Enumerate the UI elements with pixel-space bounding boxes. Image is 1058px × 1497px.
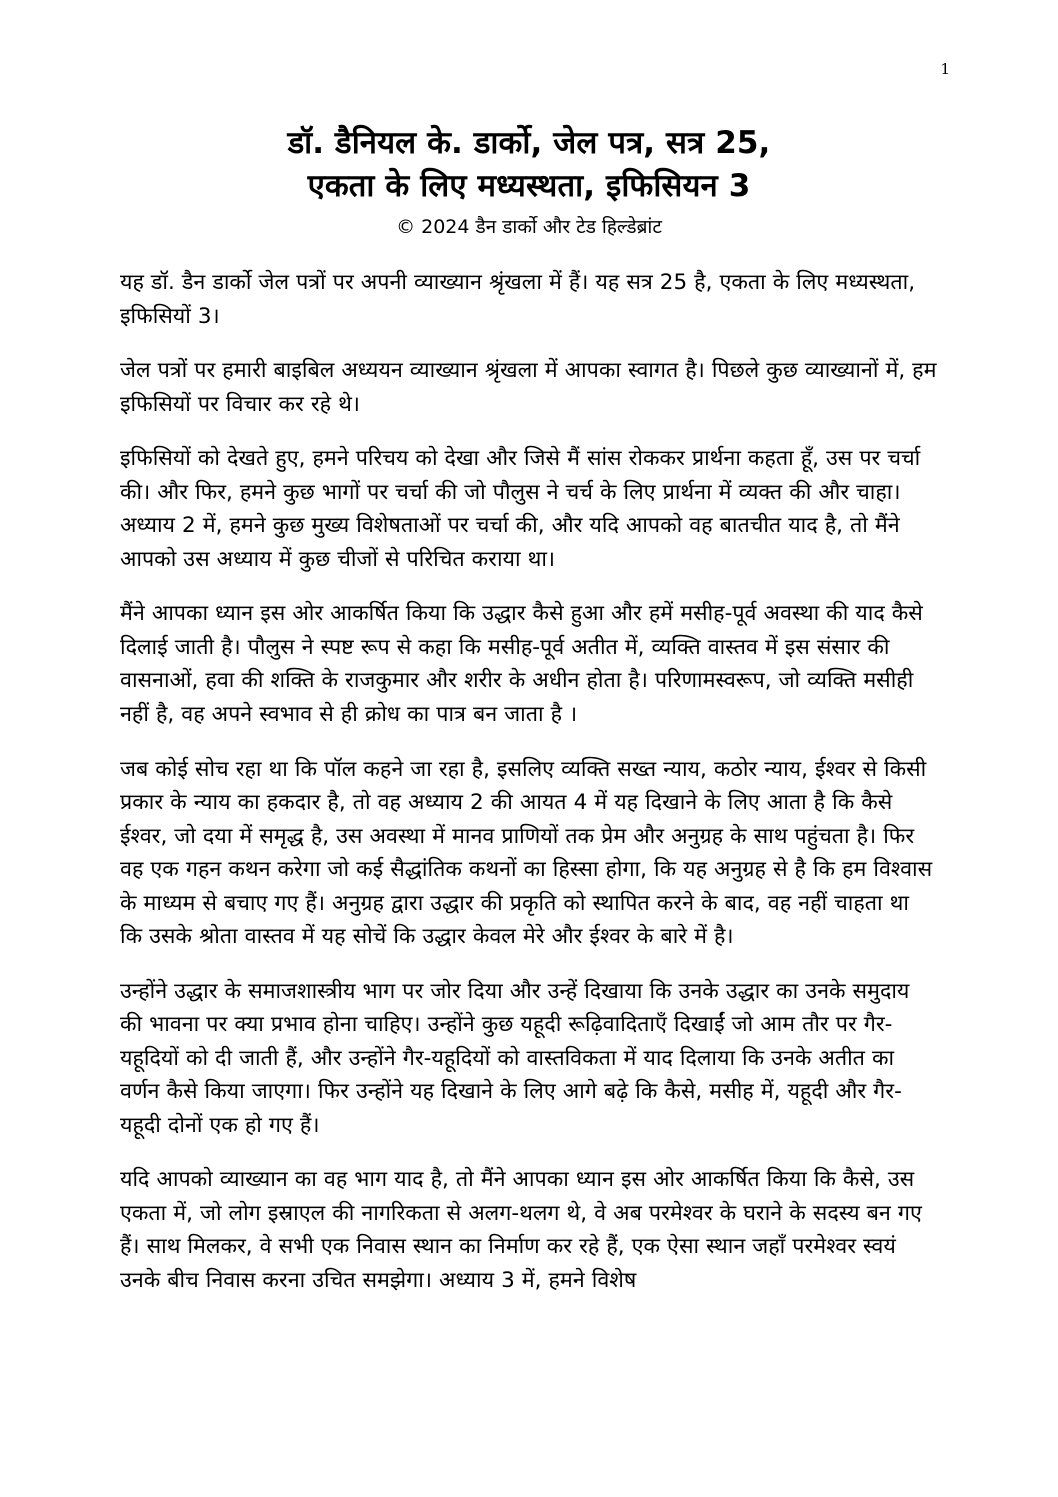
paragraph: उन्होंने उद्धार के समाजशास्त्रीय भाग पर जोर दिया और उन्हें दिखाया कि उनके उद्धार का उनके समुदाय की भावना पर क्या प्रभाव होना चाहिए। उन्होंने कुछ यहूदी रूढ़िवादिताएँ दिखाईं जो आम तौर पर गैर-यहूदियों को दी जाती हैं, और उन्होंने गैर-यहूदियों को वास्तविकता में याद दिलाया कि उनके अतीत का वर्णन कैसे किया जाएगा। फिर उन्होंने यह दिखाने के लिए आगे बढ़े कि कैसे, मसीह में, यहूदी और गैर-यहूदी दोनों एक हो गए हैं। xyxy=(120,978,910,1138)
title-line-1: डॉ. डैनियल के. डार्को, जेल पत्र, सत्र 25, xyxy=(287,125,771,161)
copyright-notice: © 2024 डैन डार्को और टेड हिल्डेब्रांट xyxy=(396,215,662,238)
paragraph: जब कोई सोच रहा था कि पॉल कहने जा रहा है, इसलिए व्यक्ति सख्त न्याय, कठोर न्याय, ईश्वर से किसी प्रकार के न्याय का हकदार है, तो वह अध्याय 2 की आयत 4 में यह दिखाने के लिए आता है कि कैसे ईश्वर, जो दया में समृद्ध है, उस अवस्था में मानव प्राणियों तक प्रेम और अनुग्रह के साथ पहुंचता है। फिर वह एक गहन कथन करेगा जो कई सैद्धांतिक कथनों का हिस्सा होगा, कि यह अनुग्रह से है कि हम विश्वास के माध्यम से बचाए गए हैं। अनुग्रह द्वारा उद्धार की प्रकृति को स्थापित करने के बाद, वह नहीं चाहता था कि उसके श्रोता वास्तव में यह सोचें कि उद्धार केवल मेरे और ईश्वर के बारे में है। xyxy=(120,756,933,950)
paragraph: जेल पत्रों पर हमारी बाइबिल अध्ययन व्याख्यान श्रृंखला में आपका स्वागत है। पिछले कुछ व्याख्यानों में, हम इफिसियों पर विचार कर रहे थे। xyxy=(120,358,937,417)
title-line-2: एकता के लिए मध्यस्थता, इफिसियन 3 xyxy=(307,167,751,204)
paragraph: इफिसियों को देखते हुए, हमने परिचय को देखा और जिसे मैं सांस रोककर प्रार्थना कहता हूँ, उस पर चर्चा की। और फिर, हमने कुछ भागों पर चर्चा की जो पौलुस ने चर्च के लिए प्रार्थना में व्यक्त की और चाहा। अध्याय 2 में, हमने कुछ मुख्य विशेषताओं पर चर्चा की, और यदि आपको वह बातचीत याद है, तो मैंने आपको उस अध्याय में कुछ चीजों से परिचित कराया था। xyxy=(120,446,921,572)
paragraph: यह डॉ. डैन डार्को जेल पत्रों पर अपनी व्याख्यान श्रृंखला में हैं। यह सत्र 25 है, एकता के लिए मध्यस्थता, इफिसियों 3। xyxy=(120,270,916,329)
page-title xyxy=(120,122,938,208)
paragraph: मैंने आपका ध्यान इस ओर आकर्षित किया कि उद्धार कैसे हुआ और हमें मसीह-पूर्व अवस्था की याद कैसे दिलाई जाती है। पौलुस ने स्पष्ट रूप से कहा कि मसीह-पूर्व अतीत में, व्यक्ति वास्तव में इस संसार की वासनाओं, हवा की शक्ति के राजकुमार और शरीर के अधीन होता है। परिणामस्वरूप, जो व्यक्ति मसीही नहीं है, वह अपने स्वभाव से ही क्रोध का पात्र बन जाता है । xyxy=(120,601,923,727)
page-number: 1 xyxy=(940,60,950,78)
document-body xyxy=(120,266,938,1297)
paragraph: यदि आपको व्याख्यान का वह भाग याद है, तो मैंने आपका ध्यान इस ओर आकर्षित किया कि कैसे, उस एकता में, जो लोग इस्राएल की नागरिकता से अलग-थलग थे, वे अब परमेश्वर के घराने के सदस्य बन गए हैं। साथ मिलकर, वे सभी एक निवास स्थान का निर्माण कर रहे हैं, एक ऐसा स्थान जहाँ परमेश्वर स्वयं उनके बीच निवास करना उचित समझेगा। अध्याय 3 में, हमने विशेष xyxy=(120,1167,922,1293)
